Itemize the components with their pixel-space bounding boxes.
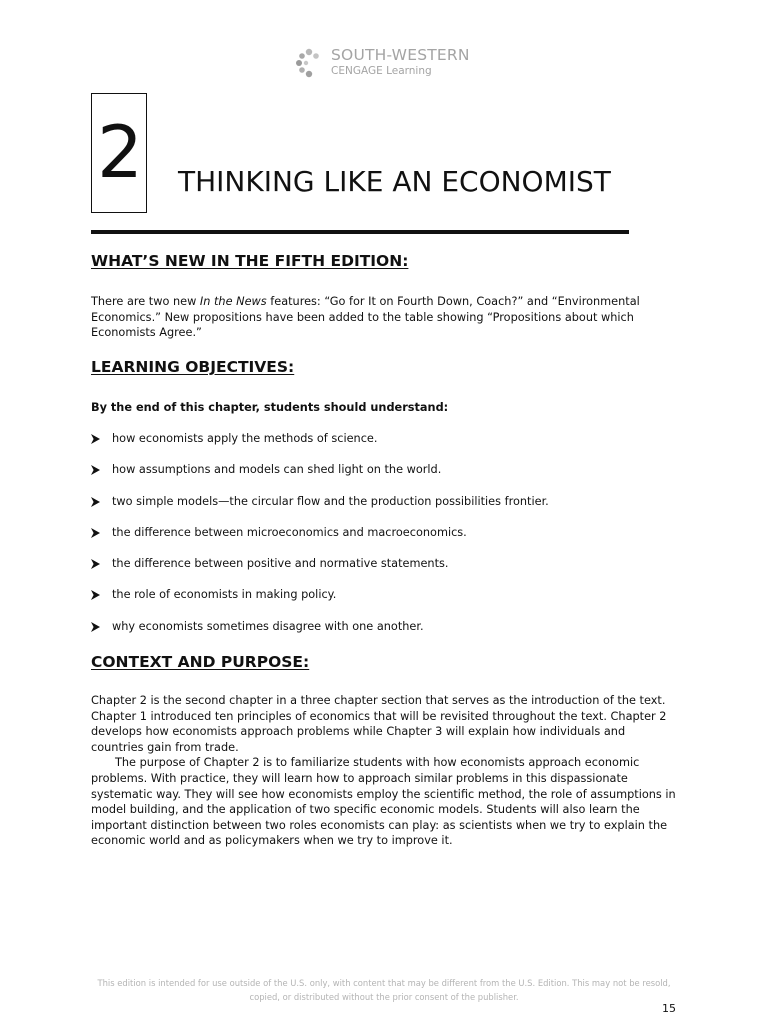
objective-text: two simple models—the circular flow and the production possibilities frontier. (112, 494, 549, 508)
whats-new-paragraph (91, 294, 681, 341)
objective-text: why economists sometimes disagree with one another. (112, 619, 424, 633)
arrowhead-bullet-icon (91, 528, 100, 538)
logo-line-1: SOUTH-WESTERN (331, 46, 470, 64)
arrowhead-bullet-icon (91, 434, 100, 444)
chapter-number-box (91, 93, 147, 213)
objective-text: the difference between positive and normative statements. (112, 557, 449, 571)
context-paragraph-1: Chapter 2 is the second chapter in a three chapter section that serves as the introduction of the text. Chapter 1 introduced ten principles of economics that will be revisited throughout the text. Chapter 2 develops how economists approach problems while Chapter 3 will explain how individuals and countries gain from trade. (91, 694, 667, 754)
publisher-logo (293, 46, 493, 82)
objective-text: the role of economists in making policy. (112, 588, 337, 602)
context-purpose-heading: CONTEXT AND PURPOSE: (91, 653, 310, 671)
title-rule (91, 230, 629, 234)
chapter-title: THINKING LIKE AN ECONOMIST (178, 165, 611, 198)
arrowhead-bullet-icon (91, 622, 100, 632)
cengage-logo-icon (293, 48, 327, 80)
whats-new-text-start: There are two new (91, 295, 200, 308)
whats-new-heading: WHAT’S NEW IN THE FIFTH EDITION: (91, 252, 409, 270)
learning-objectives-intro: By the end of this chapter, students should understand: (91, 401, 449, 414)
arrowhead-bullet-icon (91, 559, 100, 569)
arrowhead-bullet-icon (91, 497, 100, 507)
in-the-news-title: In the News (199, 295, 267, 308)
whats-new-text-end: features: “Go for It on Fourth Down, Coach?” and “Environmental Economics.” New propositions have been added to the table showing “Propositions about which Economists Agree.” (91, 295, 640, 340)
page-number: 15 (662, 1002, 676, 1015)
context-purpose-body (91, 693, 681, 849)
chapter-number: 2 (97, 110, 143, 194)
context-paragraph-2: The purpose of Chapter 2 is to familiarize students with how economists approach economic problems. With practice, they will learn how to approach similar problems in this dispassionate systematic way. They will see how economists employ the scientific method, the role of assumptions in model building, and the application of two specific economic models. Students will also learn the important distinction between two roles economists can play: as scientists when we try to explain the economic world and as policymakers when we try to improve it. (91, 756, 676, 848)
objective-text: the difference between microeconomics and macroeconomics. (112, 525, 467, 539)
logo-line-2: CENGAGE Learning (331, 65, 432, 77)
objective-text: how assumptions and models can shed light on the world. (112, 463, 442, 477)
edition-notice: This edition is intended for use outside of the U.S. only, with content that may be different from the U.S. Edition. This may not be resold, copied, or distributed without the prior consent of the publisher. (97, 978, 671, 1002)
arrowhead-bullet-icon (91, 590, 100, 600)
objective-text: how economists apply the methods of science. (112, 432, 378, 445)
learning-objectives-heading: LEARNING OBJECTIVES: (91, 358, 295, 376)
arrowhead-bullet-icon (91, 465, 100, 475)
